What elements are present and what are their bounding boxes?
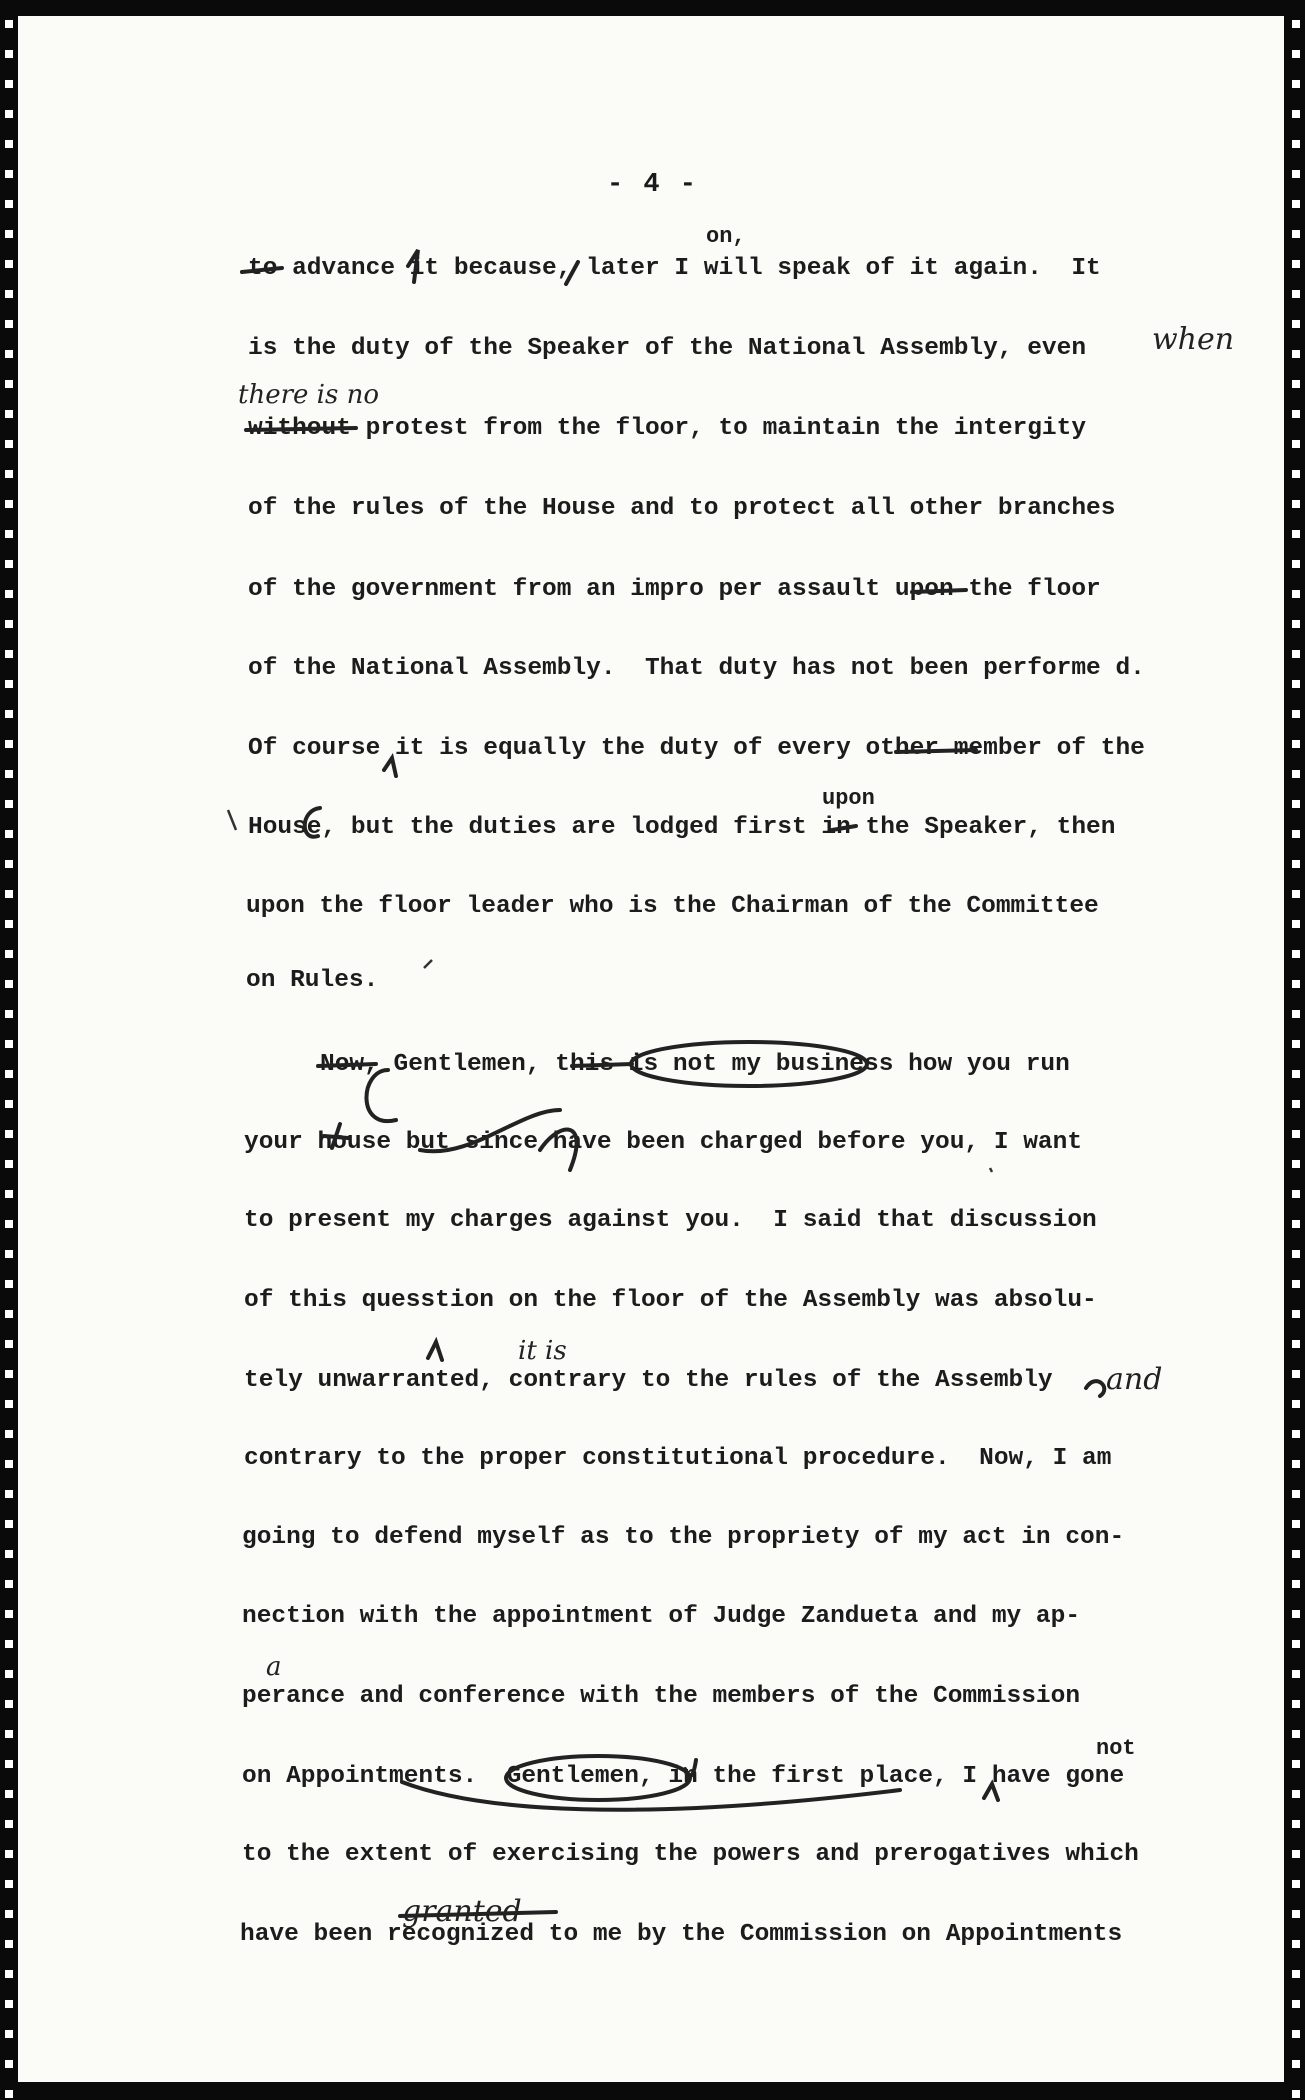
handwritten-it-is: it is [518,1336,567,1366]
film-edge-hole [5,590,13,598]
film-edge-hole [5,500,13,508]
film-edge-hole [1292,20,1300,28]
film-edge-hole [1292,770,1300,778]
film-edge-hole [5,440,13,448]
film-edge-hole [5,1940,13,1948]
film-edge-hole [1292,1910,1300,1918]
film-edge-hole [5,1220,13,1228]
film-edge-hole [1292,320,1300,328]
film-edge-hole [5,1250,13,1258]
film-edge-hole [1292,2030,1300,2038]
film-edge-hole [5,410,13,418]
film-edge-hole [5,560,13,568]
text-line: House, but the duties are lodged first in the Speaker, then [248,814,1116,841]
typed-insert-upon: upon [822,786,875,811]
film-edge-hole [5,860,13,868]
film-edge-hole [5,470,13,478]
film-edge-hole [1292,290,1300,298]
film-edge-hole [1292,1040,1300,1048]
film-edge-hole [1292,710,1300,718]
text-line: on Rules. [246,967,379,994]
text-line: to present my charges against you. I said that discussion [244,1207,1097,1234]
film-edge-hole [1292,830,1300,838]
film-edge-hole [1292,1640,1300,1648]
film-edge-hole [5,2090,13,2098]
film-edge-hole [1292,1340,1300,1348]
film-edge-hole [1292,890,1300,898]
film-edge-hole [5,1550,13,1558]
film-edge-hole [1292,2060,1300,2068]
film-edge-hole [1292,1790,1300,1798]
film-edge-hole [5,140,13,148]
film-edge-hole [1292,1160,1300,1168]
film-edge-hole [1292,980,1300,988]
film-edge-hole [5,530,13,538]
film-edge-hole [1292,440,1300,448]
film-edge-hole [5,680,13,688]
film-edge-hole [1292,950,1300,958]
page-number: - 4 - [606,170,698,200]
film-edge-hole [5,1490,13,1498]
film-edge-hole [5,1370,13,1378]
film-edge-hole [1292,1550,1300,1558]
film-edge-hole [5,1820,13,1828]
film-edge-hole [1292,1610,1300,1618]
film-edge-hole [5,110,13,118]
film-edge-hole [1292,1400,1300,1408]
film-edge-hole [1292,530,1300,538]
text-line: of the National Assembly. That duty has not been performe d. [248,655,1145,682]
film-edge-hole [5,2000,13,2008]
film-edge-hole [1292,200,1300,208]
film-edge-hole [1292,650,1300,658]
film-edge-hole [1292,140,1300,148]
film-edge-hole [5,1400,13,1408]
film-edge-hole [5,710,13,718]
film-edge-hole [5,200,13,208]
film-edge-hole [5,1700,13,1708]
text-line: of the government from an impro per assault upon the floor [248,576,1101,603]
film-edge-hole [5,1190,13,1198]
film-edge-hole [5,980,13,988]
film-edge-hole [1292,860,1300,868]
film-edge-hole [1292,1250,1300,1258]
film-edge-hole [5,1730,13,1738]
film-edge-hole [1292,1880,1300,1888]
film-edge-hole [1292,230,1300,238]
film-edge-hole [1292,1490,1300,1498]
film-edge-hole [5,1880,13,1888]
film-edge-hole [5,1160,13,1168]
film-edge-hole [1292,740,1300,748]
text-line: is the duty of the Speaker of the National Assembly, even [248,335,1087,362]
film-edge-hole [1292,680,1300,688]
film-edge-hole [1292,350,1300,358]
film-edge-hole [5,890,13,898]
typed-insert-not: not [1096,1736,1136,1761]
film-edge-hole [1292,110,1300,118]
film-edge-hole [5,1580,13,1588]
film-edge-hole [1292,800,1300,808]
film-edge-hole [1292,380,1300,388]
film-edge-hole [1292,1220,1300,1228]
text-line: on Appointments. Gentlemen, in the first place, I have gone [242,1763,1125,1790]
film-edge-hole [5,1010,13,1018]
typed-insert-on: on, [706,224,746,249]
film-edge-hole [5,50,13,58]
film-edge-hole [1292,50,1300,58]
text-line: upon the floor leader who is the Chairman of the Committee [246,893,1099,920]
film-edge-hole [1292,80,1300,88]
film-edge-hole [5,20,13,28]
handwritten-when: when [1152,322,1235,357]
text-line: your house but since have been charged before you, I want [244,1129,1083,1156]
film-edge-hole [5,380,13,388]
text-line: have been recognized to me by the Commission on Appointments [240,1921,1123,1948]
film-edge-hole [5,920,13,928]
film-edge-hole [5,1310,13,1318]
film-edge-hole [5,1910,13,1918]
film-edge-hole [5,1640,13,1648]
film-edge-hole [5,1520,13,1528]
film-edge-hole [1292,1580,1300,1588]
film-edge-hole [5,1790,13,1798]
film-edge-hole [1292,590,1300,598]
text-line: Of course it is equally the duty of every other member of the [248,735,1145,762]
film-edge-hole [5,230,13,238]
text-line: going to defend myself as to the propriety of my act in con- [242,1524,1125,1551]
handwritten-a: a [266,1652,282,1682]
film-edge-hole [5,1040,13,1048]
film-edge-hole [1292,470,1300,478]
film-edge-hole [5,80,13,88]
film-edge-hole [5,1280,13,1288]
film-edge-hole [1292,1280,1300,1288]
film-edge-hole [1292,260,1300,268]
film-edge-hole [5,1430,13,1438]
text-line: of the rules of the House and to protect all other branches [248,495,1116,522]
handwritten-there-is-no: there is no [238,380,379,410]
text-line: nection with the appointment of Judge Zandueta and my ap- [242,1603,1081,1630]
film-edge-hole [5,1760,13,1768]
film-edge-hole [1292,1670,1300,1678]
film-edge-hole [1292,1760,1300,1768]
text-line: to the extent of exercising the powers and prerogatives which [242,1841,1139,1868]
film-edge-hole [1292,1730,1300,1738]
film-edge-hole [1292,2000,1300,2008]
film-edge-hole [1292,1460,1300,1468]
film-edge-hole [5,260,13,268]
film-edge-hole [5,2030,13,2038]
film-edge-hole [5,950,13,958]
film-edge-hole [5,1610,13,1618]
film-edge-hole [1292,920,1300,928]
film-edge-hole [5,1130,13,1138]
film-edge-hole [1292,1520,1300,1528]
text-line: contrary to the proper constitutional procedure. Now, I am [244,1445,1112,1472]
film-edge-hole [5,350,13,358]
film-edge-hole [5,830,13,838]
film-edge-hole [1292,1940,1300,1948]
handwritten-granted: granted [402,1894,522,1929]
film-edge-hole [1292,1310,1300,1318]
text-line: tely unwarranted, contrary to the rules of the Assembly [244,1367,1053,1394]
film-edge-hole [1292,1190,1300,1198]
film-edge-hole [1292,1100,1300,1108]
text-line: Now, Gentlemen, this is not my business how you run [320,1051,1070,1078]
film-edge-hole [5,290,13,298]
film-edge-hole [5,1070,13,1078]
film-edge-hole [5,1340,13,1348]
film-edge-hole [5,770,13,778]
film-edge-hole [1292,1370,1300,1378]
film-edge-hole [5,650,13,658]
film-edge-hole [1292,1700,1300,1708]
film-edge-hole [1292,620,1300,628]
handwritten-and: and [1106,1362,1163,1397]
film-edge-hole [1292,500,1300,508]
film-edge-hole [1292,1850,1300,1858]
film-edge-hole [5,320,13,328]
text-line: perance and conference with the members of the Commission [242,1683,1081,1710]
film-edge-hole [1292,1430,1300,1438]
film-edge-hole [5,1100,13,1108]
film-edge-hole [5,1670,13,1678]
film-edge-hole [5,740,13,748]
film-edge-hole [5,1850,13,1858]
film-edge-hole [1292,2090,1300,2098]
text-line: without protest from the floor, to maintain the intergity [248,415,1087,442]
film-edge-hole [5,800,13,808]
film-edge-hole [5,2060,13,2068]
film-edge-hole [1292,1010,1300,1018]
text-line: of this quesstion on the floor of the Assembly was absolu- [244,1287,1097,1314]
film-edge-hole [1292,1820,1300,1828]
film-edge-hole [1292,560,1300,568]
film-edge-hole [1292,410,1300,418]
film-edge-hole [1292,1970,1300,1978]
text-line: to advance it because, later I will speak of it again. It [248,255,1101,282]
film-edge-hole [5,1460,13,1468]
film-edge-hole [1292,1070,1300,1078]
film-edge-hole [1292,1130,1300,1138]
film-edge-hole [5,620,13,628]
film-edge-hole [5,1970,13,1978]
